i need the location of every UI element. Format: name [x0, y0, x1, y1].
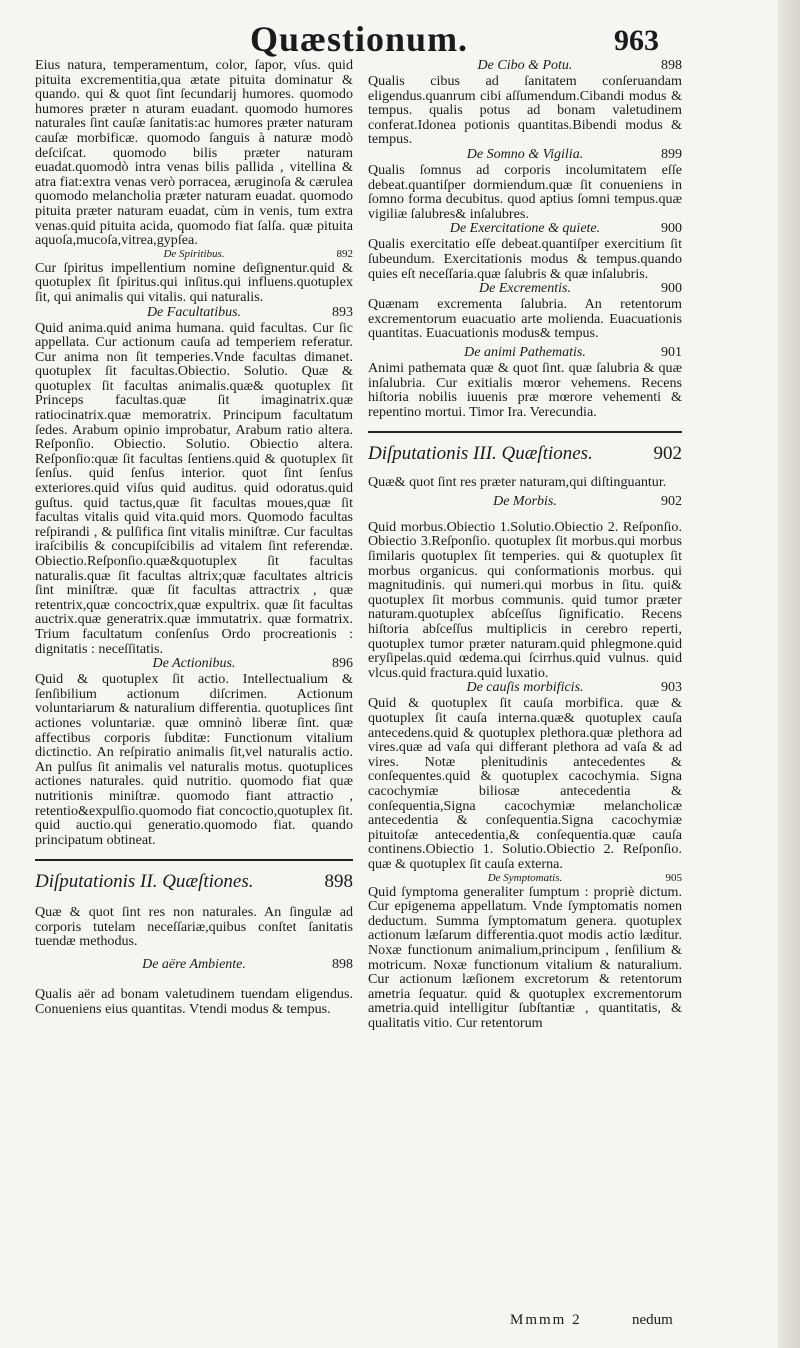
section-title: De Somno & Vigilia. — [466, 146, 584, 162]
section-title: De animi Pathematis. — [464, 344, 586, 360]
section-title: De Cibo & Potu. — [477, 58, 573, 73]
section-title: De Morbis. — [493, 493, 557, 509]
section-heading-facultatibus — [35, 305, 353, 321]
signature-mark: Mmmm 2 — [510, 1312, 582, 1328]
disputation-heading-3 — [368, 443, 682, 465]
section-page-ref: 892 — [336, 247, 353, 260]
paragraph-spiritibus: Cur ſpiritus impellentium nomine deſignentur.quid & quotuplex ſit ſpiritus.qui inſitus.qui influens.quotuplex ſit, qui animalis qui vitalis. qui naturalis. — [35, 259, 353, 305]
paragraph-cibo: Qualis cibus ad ſanitatem conſeruandam eligendus.quanrum cibi aſſumendum.Cibandi modus & tempus. qualis potus ad bonam valetudinem conferat.Idonea potionis quantitas.Bibendi modus & tempus. — [368, 73, 682, 148]
section-title: De Facultatibus. — [146, 304, 242, 320]
disputation-title: Diſputationis II. Quæſtiones. — [35, 871, 254, 893]
catchword: nedum — [632, 1312, 673, 1328]
section-heading-spiritibus — [35, 248, 353, 261]
disputation-heading-2 — [35, 871, 353, 893]
section-heading-causis — [368, 680, 682, 696]
paragraph-somno: Qualis ſomnus ad corporis incolumitatem eſſe debeat.quantiſper dormiendum.quæ ſit conueniens in ſomno forma decubitus. quod aptius ſomni tempus.quæ vigiliæ ſalubres& inſalubres. — [368, 161, 682, 222]
section-title: De Symptomatis. — [487, 871, 563, 884]
paragraph-intro: Eius natura, temperamentum, color, ſapor, vſus. quid pituita excrementitia,qua ætate pituita dominatur & quando. qui & quot ſint ſecundarij humores. quomodo humores præter n aturam euadant. quomodo humores naturales ſint cauſæ ſanitatis:ac humores præter naturam cauſæ morbificæ. quomodo ſanguis à naturæ modò deſciſcat. quomodo bilis præter naturam euadat.quomodò intra venas bilis pallida , vitellina & atra fiat:extra venas verò porracea, æruginoſa & cærulea quomodo melancholia præter naturam euadat. quomodo pituita præter naturam euadat, cùm in venis, tum extra venas.quid pituita acida, quomodo fiat ſalſa. quæ pituita aquoſa,mucoſa,vitrea,gypſea. — [35, 57, 353, 249]
section-page-ref: 898 — [332, 957, 353, 973]
paragraph-exercitatione: Qualis exercitatio eſſe debeat.quantiſper exercitium ſit ſubeundum. Exercitationis modus & tempus.quando quies eſt neceſſaria.quæ ſalubris & quæ inſalubris. — [368, 236, 682, 282]
paragraph-aere: Qualis aër ad bonam valetudinem tuendam eligendus. Conueniens eius quantitas. Vtendi modus & tempus. — [35, 986, 353, 1017]
paragraph-excrementis: Quænam excrementa ſalubria. An retentorum excrementorum euacuatio arte molienda. Euacuationis quantitas. Euacuationis modus& tempus. — [368, 296, 682, 342]
right-column — [368, 58, 682, 1030]
section-page-ref: 905 — [665, 871, 682, 884]
disputation-page-ref: 898 — [324, 871, 353, 893]
section-page-ref: 896 — [332, 656, 353, 672]
section-heading-excrementis — [368, 281, 682, 297]
section-heading-actionibus — [35, 656, 353, 672]
paragraph-actionibus: Quid & quotuplex ſit actio. Intellectualium & ſenſibilium actionum diſcrimen. Actionum voluntariarum & naturalium differentia. quotuplices ſint actiones voluntariæ. quæ omninò liberæ ſint. quæ affectibus corporis ſubditæ: Functionum vitalium dictinctio. An reſpiratio animalis ſit,vel naturalis actio. An pulſus ſit animalis vel naturalis motus. quotuplices actiones naturales. quid nutritio. quomodo fiat quæ nutritionis miniſtræ. quomodo fiant attractio , retentio&expulſio.quomodo fiat concoctio,quotuplex ſit. quid auctio.qui generatio.quomodo fiat. quando principatum obtineat. — [35, 671, 353, 848]
section-page-ref: 903 — [661, 680, 682, 696]
section-title: De aëre Ambiente. — [142, 957, 246, 973]
section-page-ref: 902 — [661, 493, 682, 509]
paragraph-causis: Quid & quotuplex ſit cauſa morbifica. quæ & quotuplex ſit cauſa interna.quæ& quotuplex cauſa antecedens.quid & quotuplex plethora.quæ plethora ad vires.quæ ad vaſa qui differant plethora ad vaſa & ad vires. Notæ plenitudinis antecedentes & conſequentes.quid & quotuplex cacochymia. Signa cacochymiæ biliosæ antecedentia & conſequentia,Signa cacochymiæ melancholicæ antecedentia & conſequentia.Signa cacochymiæ pituitoſæ antecedentia,& conſequentia.quæ cauſa continens.Obiectio 1. Solutio.Obiectio 2. Reſponſio. quæ & quotuplex ſit cauſa externa. — [368, 695, 682, 872]
section-title: De Spiritibus. — [163, 247, 225, 260]
divider-rule — [368, 431, 682, 433]
left-column — [35, 58, 353, 1016]
paragraph-symptomatis: Quid ſymptoma generaliter ſumptum : propriè dictum. Cur epigenema appellatum. Vnde ſymptomatis nomen deductum. Summa ſymptomatum genera. quotuplex actionum læſarum differentia.quot modis actio læditur. Noxæ functionum animalium,principum , ſenſilium & motricum. Noxæ functionum vitalium & naturalium. Cur actionum læſionem excretorum & retentorum ametria ſequatur. quid & quotuplex excrementorum ametria.quid intelligitur ſubſtantiæ , quantitatis, & qualitatis vitio. Cur retentorum — [368, 883, 682, 1031]
section-title: De cauſis morbificis. — [466, 680, 584, 696]
disputation-title: Diſputationis III. Quæſtiones. — [368, 443, 593, 465]
section-heading-morbis — [368, 494, 682, 510]
section-heading-pathematis — [368, 345, 682, 361]
page-number: 963 — [614, 24, 659, 57]
page-edge-shadow — [778, 0, 800, 1348]
section-page-ref: 901 — [661, 344, 682, 360]
section-heading-somno — [368, 147, 682, 163]
paragraph-pathematis: Animi pathemata quæ & quot ſint. quæ ſalubria & quæ inſalubria. Cur exitialis mœror vehemens. Recens hiſtoria nobilis iuuenis præ mœrore vehementi & repentino mortui. Timor Ira. Verecundia. — [368, 359, 682, 420]
section-title: De Excrementis. — [479, 281, 571, 297]
section-page-ref: 893 — [332, 304, 353, 320]
section-heading-exercitatione — [368, 221, 682, 237]
section-page-ref: 898 — [661, 58, 682, 73]
section-heading-symptomatis — [368, 872, 682, 885]
paragraph-disputation-2: Quæ & quot ſint res non naturales. An ſingulæ ad corporis tutelam neceſſariæ,quibus conſtet ſanitatis tuendæ methodus. — [35, 904, 353, 950]
paragraph-disputation-3: Quæ& quot ſint res præter naturam,qui diſtinguantur. — [368, 474, 667, 491]
paragraph-facultatibus: Quid anima.quid anima humana. quid facultas. Cur ſic appellata. Cur actionum cauſa ad temperiem referatur. Cur anima non ſit temperies.Vnde facultas dimanet. quotuplex ſit facultas.Obiectio. Solutio. Quæ & quotuplex ſit facultas animalis.quæ& quotuplex ſit Princeps facultas.quæ ſit imaginatrix.quæ ratiocinatrix.quæ memoratrix. Principum facultatum ſedes. Arabum opinio improbatur, Arabum ratio altera. Reſponſio. Obiectio. Solutio. Obiectio altera. Reſponſio:quæ ſit facultas ſentiens.quid & quotuplex ſit ſenſus. quid ſenſus interior. quot ſint ſenſus exteriores.quid viſus quid auditus. quid odoratus.quid guſtus. quid tactus,quæ ſit facultas moues,quæ ſit facultas vitalis quid vita.quid mors. Quomodo facultas reſpirandi , & pulſifica ſint vitalis miniſtræ. Cur facultas iraſcibilis & concupiſcibilis ad vitalem ſint referendæ. Obiectio.Reſponſio.quæ&quotuplex ſit facultas naturalis.quæ ſit facultas altrix;quæ facultates altricis ſint miniſtræ. quæ ſit facultas attractrix , quæ retentrix,quæ concoctrix,quæ expultrix. quæ ſit facultas auctrix.quæ generatrix.quæ immutatrix. quæ formatrix. Trium facultatum conſenſus Ordo procreationis : dignitatis : neceſſitatis. — [35, 319, 353, 657]
running-title: Quæstionum. — [250, 19, 469, 59]
disputation-page-ref: 902 — [653, 443, 682, 465]
section-page-ref: 899 — [661, 146, 682, 162]
section-title: De Actionibus. — [152, 656, 236, 672]
section-page-ref: 900 — [661, 221, 682, 237]
paragraph-morbis: Quid morbus.Obiectio 1.Solutio.Obiectio 2. Reſponſio. Obiectio 3.Reſponſio. quotuplex ſit morbus.qui morbus ſimilaris quotuplex ſit temperies. qui & quotuplex ſit morbus organicus. qui conſormationis morbus. qui magnitudinis. qui numeri.qui morbus in ſitu. qui& quotuplex ſit morbus communis. quid tumor præter naturam.quotuplex abſceſſus ſignificatio. Recens hiſtoria abſceſſus multiplicis in cerebro reperti, quotuplex tumor præter naturam.quid phlegmone.quid eryſipelas.quid œdema.qui ſcirrhus.quid vulnus. quid vlcus.quid fractura.quid luxatio. — [368, 518, 682, 681]
section-heading-cibo — [368, 58, 682, 74]
section-heading-aere — [35, 957, 353, 973]
section-title: De Exercitatione & quiete. — [449, 221, 601, 237]
section-page-ref: 900 — [661, 281, 682, 297]
divider-rule — [35, 859, 353, 861]
